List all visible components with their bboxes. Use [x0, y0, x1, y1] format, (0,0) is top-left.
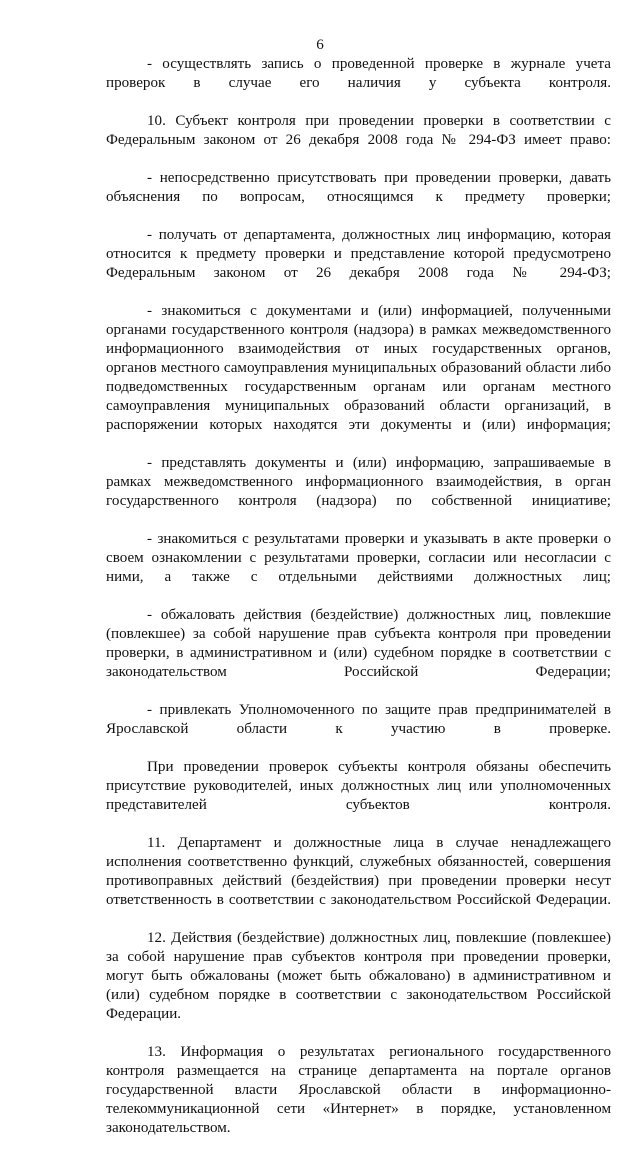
paragraph-item-13: 13. Информация о результатах регионального государственного контроля размещается на странице департамента на портале органов государственной власти Ярославской области в информационно-телекоммуникационной сети «Интернет» в порядке, установленном законодательством. [106, 1044, 611, 1136]
page-number: 6 [316, 37, 324, 53]
paragraph-right-appeal: - обжаловать действия (бездействие) должностных лиц, повлекшие (повлекшее) за собой нарушение прав субъекта контроля при проведении проверки, в административном и (или) судебном порядке в соответствии с законодательством Российской Федерации; [106, 607, 611, 680]
paragraph-right-review-results: - знакомиться с результатами проверки и указывать в акте проверки о своем ознакомлении с результатами проверки, согласии или несогласии с ними, а также с отдельными действиями должностных лиц; [106, 531, 611, 585]
paragraph-obligation-presence: При проведении проверок субъекты контроля обязаны обеспечить присутствие руководителей, иных должностных лиц или уполномоченных представителей субъектов контроля. [106, 759, 611, 813]
paragraph-right-attend: - непосредственно присутствовать при проведении проверки, давать объяснения по вопросам, относящимся к предмету проверки; [106, 170, 611, 205]
paragraph-right-ombudsman: - привлекать Уполномоченного по защите прав предпринимателей в Ярославской области к участию в проверке. [106, 702, 611, 737]
document-body [106, 55, 611, 1157]
paragraph-item-10: 10. Субъект контроля при проведении проверки в соответствии с Федеральным законом от 26 декабря 2008 года № 294-ФЗ имеет право: [106, 113, 611, 148]
paragraph-item-11: 11. Департамент и должностные лица в случае ненадлежащего исполнения соответственно функций, служебных обязанностей, совершения противоправных действий (бездействия) при проведении проверки несут ответственность в соответствии с законодательством Российской Федерации. [106, 835, 611, 908]
paragraph-record-inspection: - осуществлять запись о проведенной проверке в журнале учета проверок в случае его наличия у субъекта контроля. [106, 56, 611, 91]
paragraph-right-submit-documents: - представлять документы и (или) информацию, запрашиваемые в рамках межведомственного информационного взаимодействия, в орган государственного контроля (надзора) по собственной инициативе; [106, 455, 611, 509]
paragraph-right-review-documents: - знакомиться с документами и (или) информацией, полученными органами государственного контроля (надзора) в рамках межведомственного информационного взаимодействия от иных государственных органов, органов местного самоуправления муниципальных образований области либо подведомственных государственным органам или органам местного самоуправления муниципальных образований области организаций, в распоряжении которых находятся эти документы и (или) информация; [106, 303, 611, 433]
paragraph-item-12: 12. Действия (бездействие) должностных лиц, повлекшие (повлекшее) за собой нарушение прав субъектов контроля при проведении проверки, могут быть обжалованы (может быть обжаловано) в административном и (или) судебном порядке в соответствии с законодательством Российской Федерации. [106, 930, 611, 1022]
paragraph-right-receive-info: - получать от департамента, должностных лиц информацию, которая относится к предмету проверки и представление которой предусмотрено Федеральным законом от 26 декабря 2008 года № 294-ФЗ; [106, 227, 611, 281]
